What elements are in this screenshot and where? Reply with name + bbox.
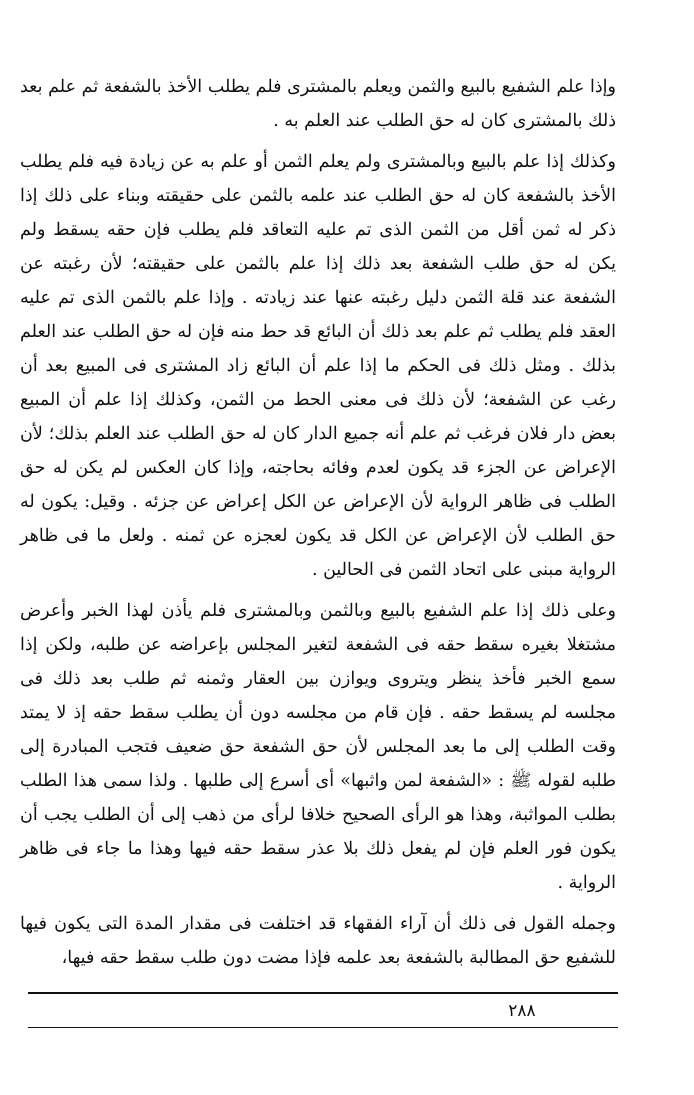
- page-body: [20, 70, 616, 975]
- footer-rule-top: [28, 992, 618, 994]
- paragraph-3: وعلى ذلك إذا علم الشفيع بالبيع وبالثمن وبالمشترى فلم يأذن لهذا الخبر وأعرض مشتغلا بغيره سقط حقه فى الشفعة لتغير المجلس بإعراضه عن طلبه، ولكن إذا سمع الخبر فأخذ ينظر ويتروى ويوازن بين العقار وثمنه ثم طلب بعد ذلك فى مجلسه لم يسقط حقه . فإن قام من مجلسه دون أن يطلب سقط حقه إذ لا يمتد وقت الطلب إلى ما بعد المجلس لأن حق الشفعة حق ضعيف فتجب المبادرة إلى طلبه لقوله ﷺ : «الشفعة لمن واثبها» أى أسرع إلى طلبها . ولذا سمى هذا الطلب بطلب المواثبة، وهذا هو الرأى الصحيح خلافا لرأى من ذهب إلى أن الطلب يجب أن يكون فور العلم فإن لم يفعل ذلك بلا عذر سقط حقه فيها وهذا ما جاء فى ظاهر الرواية .: [20, 601, 616, 893]
- page-number: ٢٨٨: [508, 1001, 536, 1021]
- paragraph-2: وكذلك إذا علم بالبيع وبالمشترى ولم يعلم الثمن أو علم به عن زيادة فيه فلم يطلب الأخذ بالشفعة كان له حق الطلب عند علمه بالثمن على حقيقته وبناء على ذلك إذا ذكر له ثمن أقل من الثمن الذى تم عليه التعاقد فلم يطلب فإن حقه يسقط ولم يكن له حق طلب الشفعة بعد ذلك إذا علم بالثمن على حقيقته؛ لأن رغبته عن الشفعة عند قلة الثمن دليل رغبته عنها عند زيادته . وإذا علم بالثمن الذى تم عليه العقد فلم يطلب ثم علم بعد ذلك أن البائع قد حط منه فإن له حق الطلب عند العلم بذلك . ومثل ذلك فى الحكم ما إذا علم أن البائع زاد المشترى فى المبيع بعد أن رغب عن الشفعة؛ لأن ذلك فى معنى الحط من الثمن، وكذلك إذا علم أن المبيع بعض دار فلان فرغب ثم علم أنه جميع الدار كان له حق الطلب عند العلم بذلك؛ لأن الإعراض عن الجزء قد يكون لعدم وفائه بحاجته، وإذا كان العكس لم يكن له حق الطلب فى ظاهر الرواية لأن الإعراض عن الكل إعراض عن جزئه . وقيل: يكون له حق الطلب لأن الإعراض عن الكل قد يكون لعجزه عن ثمنه . ولعل ما فى ظاهر الرواية مبنى على اتحاد الثمن فى الحالين .: [20, 152, 616, 580]
- paragraph-1: وإذا علم الشفيع بالبيع والثمن ويعلم بالمشترى فلم يطلب الأخذ بالشفعة ثم علم بعد ذلك بالمشترى كان له حق الطلب عند العلم به .: [20, 77, 616, 131]
- paragraph-4: وجمله القول فى ذلك أن آراء الفقهاء قد اختلفت فى مقدار المدة التى يكون فيها للشفيع حق المطالبة بالشفعة بعد علمه فإذا مضت دون طلب سقط حقه فيها،: [20, 914, 616, 968]
- footer-rule-bottom: [28, 1027, 618, 1028]
